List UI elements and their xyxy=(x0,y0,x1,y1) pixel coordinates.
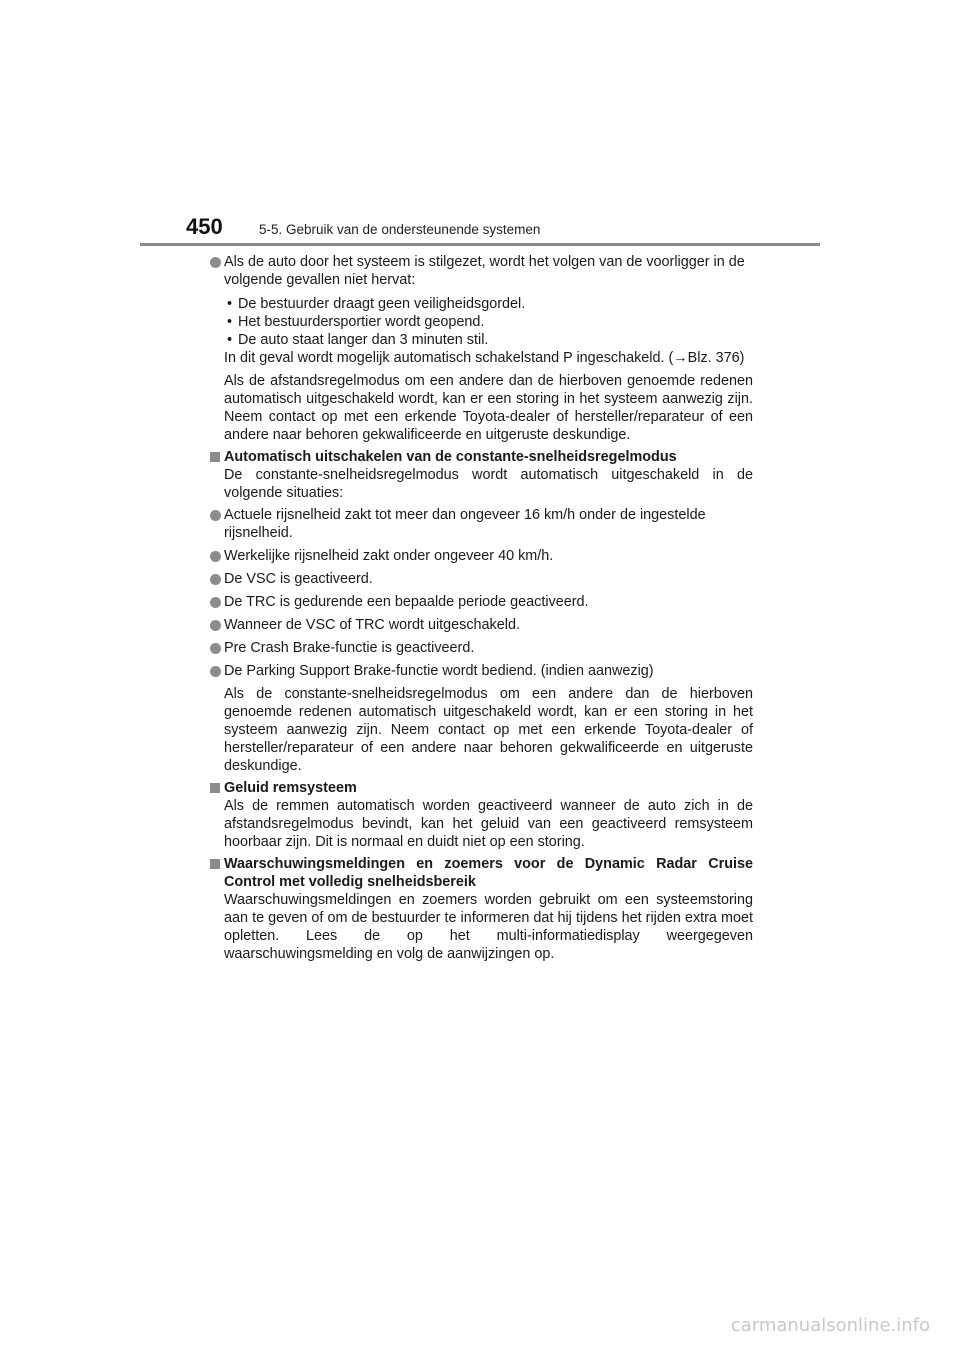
heading-text: Waarschuwingsmeldingen en zoemers voor de Dynamic Radar Cruise Control met volledig snelheidsbereik xyxy=(224,856,753,890)
bullet-text: Actuele rijsnelheid zakt tot meer dan ongeveer 16 km/h onder de ingestelde rijsnelheid. xyxy=(224,507,706,541)
bullet-text: Als de auto door het systeem is stilgezet, wordt het volgen van de voorligger in de volgende gevallen niet hervat: xyxy=(224,254,745,288)
heading-text: Geluid remsysteem xyxy=(224,780,357,796)
square-bullet-icon xyxy=(210,452,220,462)
bullet-dot-icon xyxy=(210,257,221,268)
note-text: In dit geval wordt mogelijk automatisch schakelstand P ingeschakeld. (→Blz. 376) xyxy=(224,350,745,366)
bullet-dot-icon xyxy=(210,643,221,654)
bullet-text: Werkelijke rijsnelheid zakt onder ongeveer 40 km/h. xyxy=(224,548,554,564)
bullet-item xyxy=(208,616,753,634)
square-bullet-icon xyxy=(210,783,220,793)
paragraph: De constante-snelheidsregelmodus wordt automatisch uitgeschakeld in de volgende situaties: xyxy=(224,467,753,501)
condition-list xyxy=(224,295,753,367)
bullet-text: De VSC is geactiveerd. xyxy=(224,571,373,587)
bullet-dot-icon xyxy=(210,551,221,562)
heading-text: Automatisch uitschakelen van de constante-snelheidsregelmodus xyxy=(224,449,677,465)
bullet-text: De Parking Support Brake-functie wordt bediend. (indien aanwezig) xyxy=(224,663,654,679)
paragraph: Waarschuwingsmeldingen en zoemers worden gebruikt om een systeemstoring aan te geven of om de bestuurder te informeren dat hij tijdens het rijden extra moet opletten. Lees de op het multi-informatiedisplay weergegeven waarschuwingsmelding en volg de aanwijzingen op. xyxy=(224,892,753,962)
list-item: • De auto staat langer dan 3 minuten stil. xyxy=(227,332,489,348)
bullet-item xyxy=(208,639,753,657)
paragraph: Als de remmen automatisch worden geactiveerd wanneer de auto zich in de afstandsregelmodus bevindt, kan het geluid van een geactiveerd remsysteem hoorbaar zijn. Dit is normaal en duidt niet op een storing. xyxy=(224,798,753,850)
bullet-text: Pre Crash Brake-functie is geactiveerd. xyxy=(224,640,475,656)
watermark: carmanualsonline.info xyxy=(730,1315,930,1336)
bullet-item xyxy=(208,593,753,611)
bullet-dot-icon xyxy=(210,597,221,608)
square-bullet-icon xyxy=(210,859,220,869)
list-item-text: De bestuurder draagt geen veiligheidsgordel. xyxy=(238,296,526,312)
page-number: 450 xyxy=(186,214,223,239)
bullet-dot-icon xyxy=(210,574,221,585)
bullet-item xyxy=(208,547,753,565)
section-title: 5-5. Gebruik van de ondersteunende systemen xyxy=(259,222,541,237)
paragraph: Als de constante-snelheidsregelmodus om een andere dan de hierboven genoemde redenen automatisch uitgeschakeld wordt, kan er een storing in het systeem aanwezig zijn. Neem contact op met een erkende Toyota-dealer of hersteller/reparateur of een andere naar behoren gekwalificeerde en uitgeruste deskundige. xyxy=(224,686,753,774)
bullet-dot-icon xyxy=(210,510,221,521)
paragraph: Als de afstandsregelmodus om een andere dan de hierboven genoemde redenen automatisch uitgeschakeld wordt, kan er een storing in het systeem aanwezig zijn. Neem contact op met een erkende Toyota-dealer of hersteller/reparateur of een andere naar behoren gekwalificeerde en uitgeruste deskundige. xyxy=(224,373,753,443)
page-content xyxy=(208,253,753,967)
bullet-item xyxy=(208,570,753,588)
list-item: • De bestuurder draagt geen veiligheidsgordel. xyxy=(227,296,526,312)
list-item: • Het bestuurdersportier wordt geopend. xyxy=(227,314,485,330)
bullet-text: Wanneer de VSC of TRC wordt uitgeschakeld. xyxy=(224,617,520,633)
bullet-dot-icon xyxy=(210,666,221,677)
section-heading xyxy=(208,448,753,466)
list-item-text: De auto staat langer dan 3 minuten stil. xyxy=(238,332,489,348)
bullet-text: De TRC is gedurende een bepaalde periode geactiveerd. xyxy=(224,594,589,610)
section-heading xyxy=(208,779,753,797)
bullet-dot-icon xyxy=(210,620,221,631)
bullet-item xyxy=(208,662,753,680)
header-rule xyxy=(140,243,820,246)
list-item-text: Het bestuurdersportier wordt geopend. xyxy=(238,314,485,330)
bullet-item xyxy=(208,506,753,542)
section-heading xyxy=(208,855,753,891)
bullet-item xyxy=(208,253,753,367)
